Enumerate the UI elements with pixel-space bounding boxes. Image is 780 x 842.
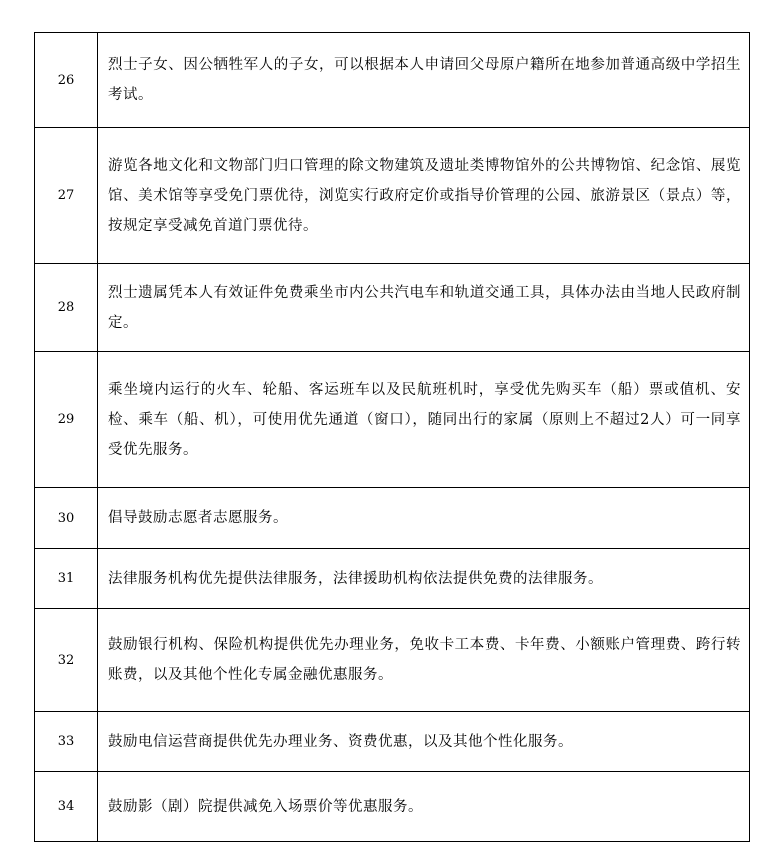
table-row	[35, 488, 750, 549]
row-text: 法律服务机构优先提供法律服务，法律援助机构依法提供免费的法律服务。	[98, 549, 750, 609]
row-number: 32	[35, 609, 98, 712]
row-number: 28	[35, 264, 98, 352]
row-number: 34	[35, 772, 98, 842]
row-text: 烈士子女、因公牺牲军人的子女，可以根据本人申请回父母原户籍所在地参加普通高级中学招生考试。	[98, 33, 750, 128]
row-text: 鼓励银行机构、保险机构提供优先办理业务，免收卡工本费、卡年费、小额账户管理费、跨行转账费，以及其他个性化专属金融优惠服务。	[98, 609, 750, 712]
table-row	[35, 712, 750, 772]
row-text: 鼓励电信运营商提供优先办理业务、资费优惠，以及其他个性化服务。	[98, 712, 750, 772]
table-row	[35, 772, 750, 842]
row-number: 30	[35, 488, 98, 549]
row-text: 倡导鼓励志愿者志愿服务。	[98, 488, 750, 549]
row-number: 29	[35, 352, 98, 488]
row-number: 27	[35, 128, 98, 264]
table-row	[35, 128, 750, 264]
row-text: 鼓励影（剧）院提供减免入场票价等优惠服务。	[98, 772, 750, 842]
row-text: 乘坐境内运行的火车、轮船、客运班车以及民航班机时，享受优先购买车（船）票或值机、安检、乘车（船、机），可使用优先通道（窗口），随同出行的家属（原则上不超过2人）可一同享受优先服务。	[98, 352, 750, 488]
row-text: 烈士遗属凭本人有效证件免费乘坐市内公共汽电车和轨道交通工具，具体办法由当地人民政府制定。	[98, 264, 750, 352]
table-row	[35, 352, 750, 488]
table-row	[35, 264, 750, 352]
policy-table	[34, 32, 750, 842]
row-number: 26	[35, 33, 98, 128]
row-text: 游览各地文化和文物部门归口管理的除文物建筑及遗址类博物馆外的公共博物馆、纪念馆、展览馆、美术馆等享受免门票优待，浏览实行政府定价或指导价管理的公园、旅游景区（景点）等，按规定享受减免首道门票优待。	[98, 128, 750, 264]
table-row	[35, 609, 750, 712]
table-row	[35, 33, 750, 128]
row-number: 31	[35, 549, 98, 609]
table-row	[35, 549, 750, 609]
row-number: 33	[35, 712, 98, 772]
